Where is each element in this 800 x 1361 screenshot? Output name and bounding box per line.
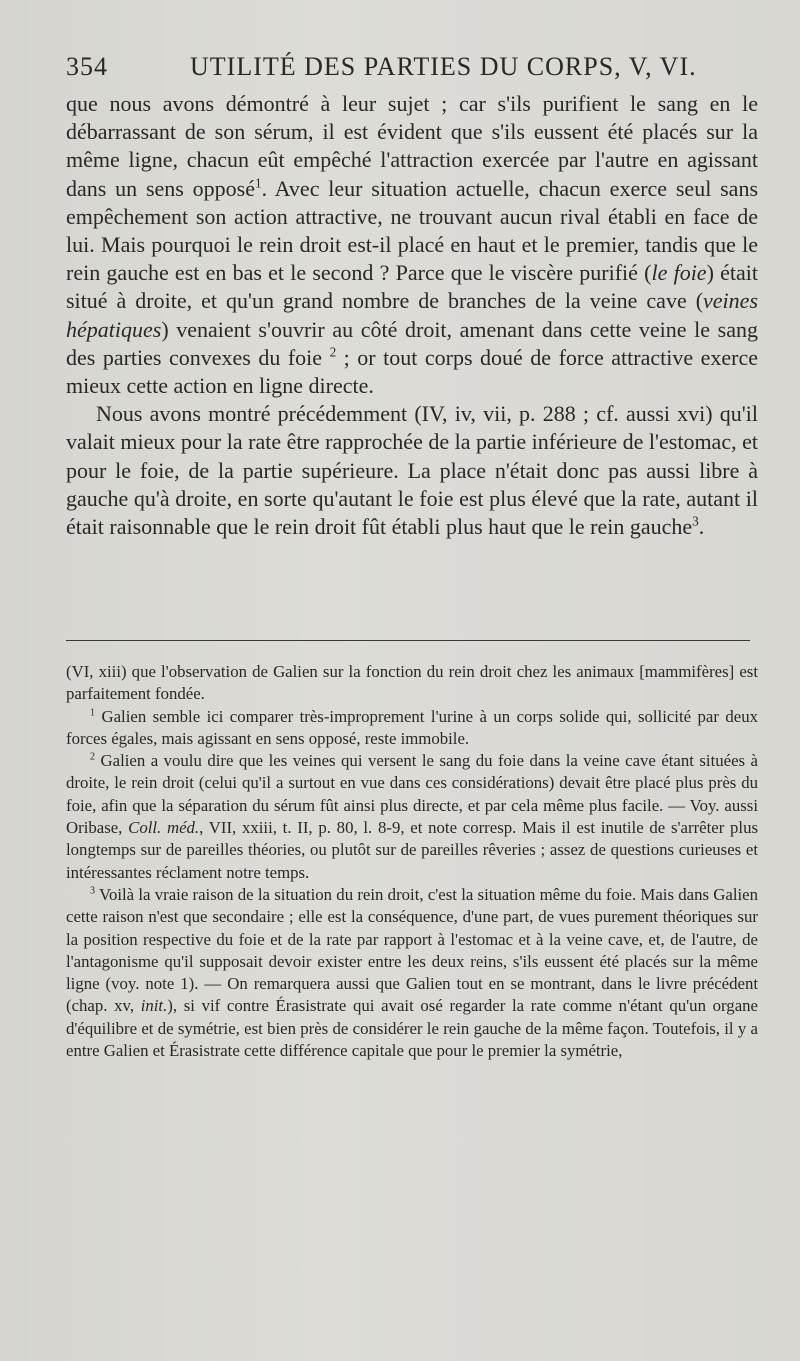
text-run: ; or tout corps doué de force attractive exerce mieux cette action en ligne directe. xyxy=(66,344,758,399)
text-run: que nous avons démontré à leur sujet ; car s'ils purifient le sang en le débarrassant de son sérum, il est évident que s'ils eussent été placés sur la même ligne, chacun eût empêché l'attraction exercée par l'autre en agissant dans un sens opposé xyxy=(66,91,758,201)
main-text xyxy=(66,90,758,541)
footnote xyxy=(66,750,758,884)
footnote-marker: 1 xyxy=(90,707,96,718)
footnote-ref: 3 xyxy=(692,513,699,529)
text-run: Nous avons montré précédemment (IV, iv, vii, p. 288 ; cf. aussi xvi) qu'il valait mieux pour la rate être rapprochée de la partie inférieure de l'estomac, et pour le foie, de la partie supérieure. La place n'était donc pas aussi libre à gauche qu'à droite, en sorte qu'autant le foie est plus élevé que la rate, autant il était raisonnable que le rein droit fût établi plus haut que le rein gauche xyxy=(66,401,758,540)
text-run: ), si vif contre Érasistrate qui avait osé regarder la rate comme n'étant qu'un organe d'équilibre et de symétrie, est bien près de considérer le rein gauche de la même façon. Toutefois, il y a entre Galien et Érasistrate cette différence capitale que pour le premier la symétrie, xyxy=(66,996,758,1061)
paragraph xyxy=(66,90,758,400)
footnote xyxy=(66,706,758,751)
text-run: ) était situé à droite, et qu'un grand nombre de branches de la veine cave ( xyxy=(66,260,758,314)
text-run: , VII, xxiii, t. II, p. 80, l. 8-9, et note corresp. Mais il est inutile de s'arrêter plus longtemps sur de pareilles théories, ou plutôt sur de pareilles rêveries ; assez de questions curieuses et intéressantes réclament notre temps. xyxy=(66,818,759,882)
text-run: ) venaient s'ouvrir au côté droit, amenant dans cette veine le sang des parties convexes du foie xyxy=(66,316,758,370)
running-title: UTILITÉ DES PARTIES DU CORPS, V, VI. xyxy=(190,52,697,81)
footnote-marker: 2 xyxy=(90,751,96,763)
footnote-marker: 3 xyxy=(90,885,96,897)
paragraph xyxy=(66,400,758,541)
italic-run: le foie xyxy=(651,260,707,286)
italic-run: Coll. méd. xyxy=(128,818,200,838)
footnote xyxy=(66,884,758,1062)
text-run: Galien a voulu dire que les veines qui versent le sang du foie dans la veine cave étant situées à droite, le rein droit (celui qu'il a surtout en vue dans ces considérations) devait être placé plus près du foie, afin que la séparation du sérum fût ainsi plus directe, et par cela même plus facile. — Voy. aussi Oribase, xyxy=(66,751,758,838)
text-run: . Avec leur situation actuelle, chacun exerce seul sans empêchement son action attractive, ne trouvant aucun rival établi en face de lui. Mais pourquoi le rein droit est-il placé en haut et le premier, tandis que le rein gauche est en bas et le second ? Parce que le viscère purifié ( xyxy=(66,175,759,286)
page-number: 354 xyxy=(66,52,108,81)
italic-run: veines hépatiques xyxy=(66,288,758,342)
text-run: Voilà la vraie raison de la situation du rein droit, c'est la situation même du foie. Mais dans Galien cette raison n'est que secondaire ; elle est la conséquence, d'une part, de vues purement théoriques sur la position respective du foie et de la rate par rapport à l'estomac et à la veine cave, et, de l'autre, de l'antagonisme qu'il supposait devoir exister entre les deux reins, s'ils eussent été placés sur la même ligne (voy. note 1). — On remarquera aussi que Galien tout en se montrant, dans le livre précédent (chap. xv, xyxy=(66,884,758,1016)
text-run: . xyxy=(698,514,705,540)
footnotes xyxy=(66,661,758,1062)
footnote-ref: 1 xyxy=(254,175,262,191)
footnote-continuation: (VI, xiii) que l'observation de Galien sur la fonction du rein droit chez les animaux [mammifères] est parfaitement fondée. xyxy=(66,662,758,704)
footnote-ref: 2 xyxy=(329,344,337,360)
text-run: Galien semble ici comparer très-improprement l'urine à un corps solide qui, sollicité par deux forces égales, mais agissant en sens opposé, reste immobile. xyxy=(66,706,758,748)
italic-run: init. xyxy=(140,996,168,1016)
footnote-divider xyxy=(66,640,750,641)
